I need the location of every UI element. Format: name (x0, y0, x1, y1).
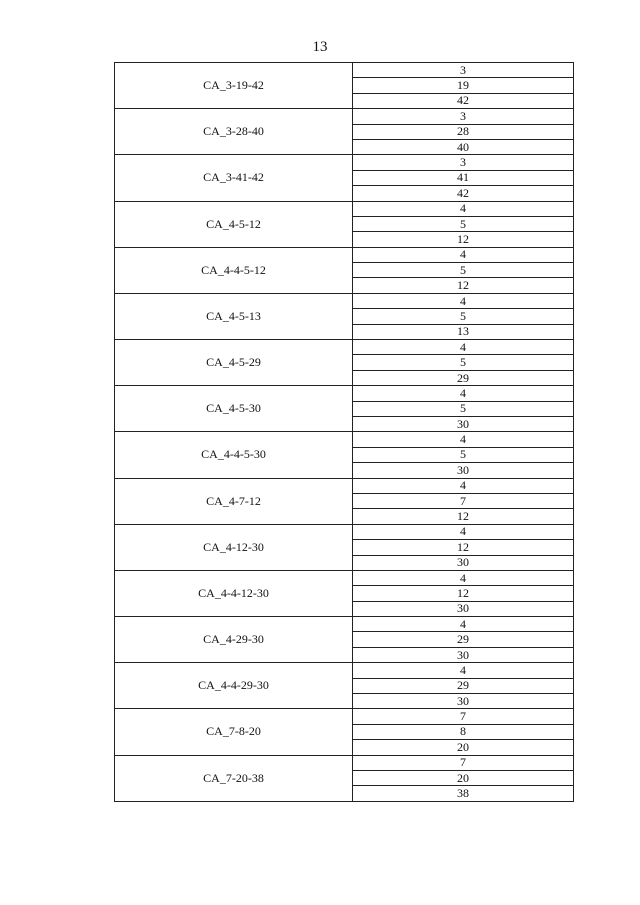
band-cell: 40 (353, 139, 574, 154)
combination-cell: CA_4-4-5-30 (115, 432, 353, 478)
band-cell: 12 (353, 509, 574, 524)
combination-cell: CA_4-5-29 (115, 340, 353, 386)
band-cell: 30 (353, 416, 574, 431)
band-cell: 13 (353, 324, 574, 339)
table-row (115, 247, 574, 262)
band-cell: 5 (353, 401, 574, 416)
band-cell: 28 (353, 124, 574, 139)
band-cell: 7 (353, 493, 574, 508)
band-cell: 3 (353, 109, 574, 124)
band-cell: 4 (353, 340, 574, 355)
band-cell: 5 (353, 355, 574, 370)
band-cell: 7 (353, 709, 574, 724)
band-cell: 12 (353, 232, 574, 247)
table-row (115, 570, 574, 585)
page-number: 13 (312, 39, 328, 55)
table-row (115, 293, 574, 308)
band-cell: 4 (353, 570, 574, 585)
band-cell: 4 (353, 524, 574, 539)
table-row (115, 340, 574, 355)
band-cell: 12 (353, 586, 574, 601)
band-cell: 30 (353, 601, 574, 616)
table-row (115, 524, 574, 539)
band-cell: 7 (353, 755, 574, 770)
band-cell: 4 (353, 617, 574, 632)
band-cell: 5 (353, 447, 574, 462)
band-cell: 38 (353, 786, 574, 801)
combination-cell: CA_4-12-30 (115, 524, 353, 570)
band-cell: 29 (353, 370, 574, 385)
band-cell: 12 (353, 540, 574, 555)
band-cell: 42 (353, 186, 574, 201)
table-row (115, 109, 574, 124)
combination-cell: CA_4-5-12 (115, 201, 353, 247)
combination-cell: CA_4-4-12-30 (115, 570, 353, 616)
combination-cell: CA_7-8-20 (115, 709, 353, 755)
band-cell: 42 (353, 93, 574, 108)
combination-cell: CA_4-5-13 (115, 293, 353, 339)
band-cell: 5 (353, 263, 574, 278)
band-cell: 5 (353, 216, 574, 231)
table-row (115, 617, 574, 632)
combination-cell: CA_3-19-42 (115, 63, 353, 109)
combination-cell: CA_4-4-5-12 (115, 247, 353, 293)
table-body (115, 63, 574, 802)
combination-cell: CA_3-41-42 (115, 155, 353, 201)
band-cell: 8 (353, 724, 574, 739)
combination-cell: CA_4-4-29-30 (115, 663, 353, 709)
band-cell: 19 (353, 78, 574, 93)
combination-cell: CA_4-29-30 (115, 617, 353, 663)
band-combination-table (114, 62, 574, 802)
combination-cell: CA_4-7-12 (115, 478, 353, 524)
band-cell: 4 (353, 201, 574, 216)
table-row (115, 478, 574, 493)
band-cell: 29 (353, 632, 574, 647)
table-row (115, 755, 574, 770)
table-row (115, 155, 574, 170)
band-cell: 30 (353, 555, 574, 570)
band-cell: 4 (353, 386, 574, 401)
table-row (115, 201, 574, 216)
band-cell: 4 (353, 247, 574, 262)
table-row (115, 663, 574, 678)
band-cell: 29 (353, 678, 574, 693)
band-cell: 12 (353, 278, 574, 293)
band-cell: 5 (353, 309, 574, 324)
combination-cell: CA_4-5-30 (115, 386, 353, 432)
combination-cell: CA_7-20-38 (115, 755, 353, 801)
band-cell: 30 (353, 463, 574, 478)
table-row (115, 63, 574, 78)
table-row (115, 432, 574, 447)
band-cell: 4 (353, 478, 574, 493)
band-cell: 30 (353, 647, 574, 662)
band-cell: 20 (353, 770, 574, 785)
band-cell: 4 (353, 293, 574, 308)
band-cell: 41 (353, 170, 574, 185)
band-cell: 20 (353, 740, 574, 755)
band-cell: 3 (353, 155, 574, 170)
table-row (115, 709, 574, 724)
band-cell: 4 (353, 432, 574, 447)
combination-cell: CA_3-28-40 (115, 109, 353, 155)
band-cell: 3 (353, 63, 574, 78)
band-cell: 30 (353, 694, 574, 709)
band-cell: 4 (353, 663, 574, 678)
table-row (115, 386, 574, 401)
